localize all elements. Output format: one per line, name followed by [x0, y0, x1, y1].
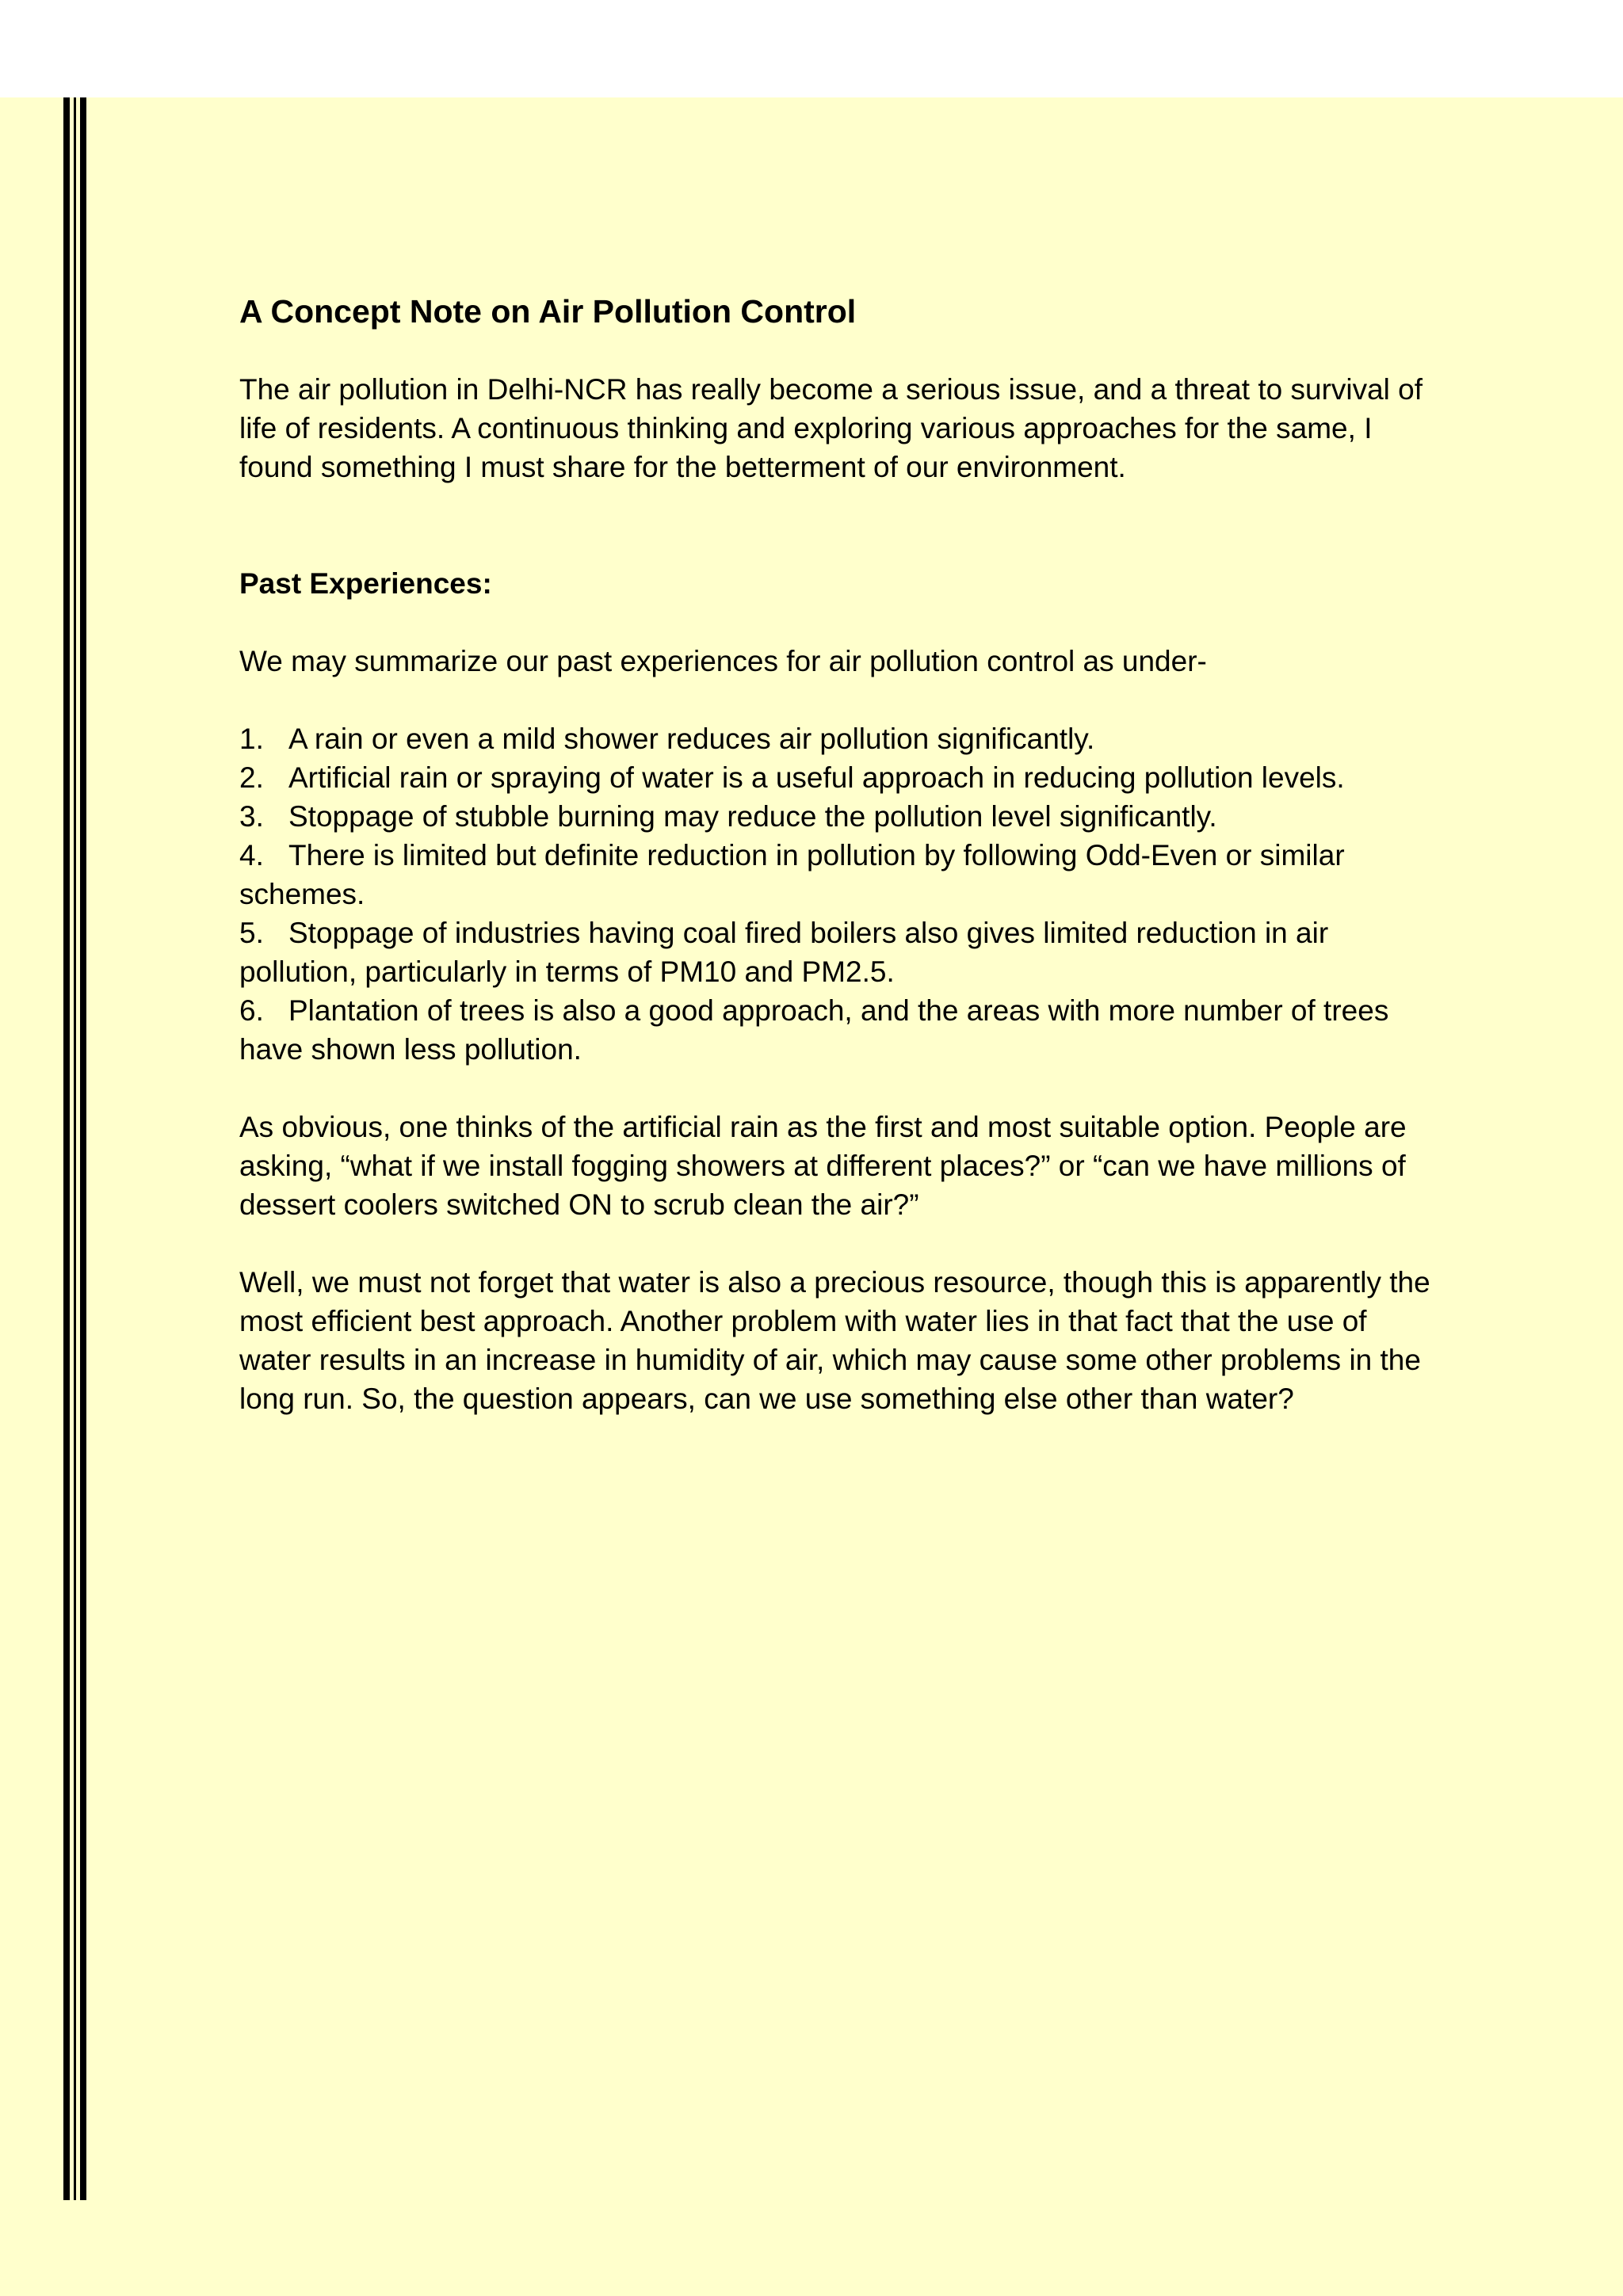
list-item-text: Stoppage of stubble burning may reduce the pollution level significantly. — [288, 800, 1217, 833]
experiences-list — [239, 719, 1444, 1069]
list-item — [239, 836, 1444, 913]
list-item — [239, 758, 1444, 797]
list-item — [239, 991, 1444, 1069]
list-item-number: 3. — [239, 800, 264, 833]
summary-line: We may summarize our past experiences for air pollution control as under- — [239, 645, 1207, 677]
list-item — [239, 913, 1444, 991]
past-experiences-heading: Past Experiences: — [239, 567, 492, 600]
list-item-text: Artificial rain or spraying of water is a useful approach in reducing pollution levels. — [288, 761, 1345, 794]
document-content — [239, 289, 1444, 1457]
list-item-text: Plantation of trees is also a good approach, and the areas with more number of trees have shown less pollution. — [239, 994, 1389, 1066]
list-item-number: 4. — [239, 839, 264, 871]
list-item-number: 2. — [239, 761, 264, 794]
left-border-line-middle — [74, 97, 76, 2200]
document-page — [0, 97, 1623, 2296]
document-title: A Concept Note on Air Pollution Control — [239, 293, 857, 330]
list-item-text: A rain or even a mild shower reduces air pollution significantly. — [288, 723, 1095, 755]
list-item-text: There is limited but definite reduction in pollution by following Odd-Even or similar schemes. — [239, 839, 1345, 910]
list-item-number: 6. — [239, 994, 264, 1027]
list-item — [239, 719, 1444, 758]
intro-paragraph: The air pollution in Delhi-NCR has really become a serious issue, and a threat to survival of life of residents. A continuous thinking and exploring various approaches for the same, I found something I must share for the betterment of our environment. — [239, 373, 1423, 483]
left-border-line-outer — [63, 97, 70, 2200]
artificial-rain-paragraph: As obvious, one thinks of the artificial rain as the first and most suitable option. People are asking, “what if we install fogging showers at different places?” or “can we have millions of dessert coolers switched ON to scrub clean the air?” — [239, 1111, 1407, 1221]
list-item-text: Stoppage of industries having coal fired boilers also gives limited reduction in air pollution, particularly in terms of PM10 and PM2.5. — [239, 917, 1329, 988]
list-item-number: 1. — [239, 723, 264, 755]
left-border-line-inner — [80, 97, 86, 2200]
water-resource-paragraph: Well, we must not forget that water is also a precious resource, though this is apparently the most efficient best approach. Another problem with water lies in that fact that the use of water results in an increase in humidity of air, which may cause some other problems in the long run. So, the question appears, can we use something else other than water? — [239, 1266, 1430, 1415]
list-item-number: 5. — [239, 917, 264, 949]
list-item — [239, 797, 1444, 836]
